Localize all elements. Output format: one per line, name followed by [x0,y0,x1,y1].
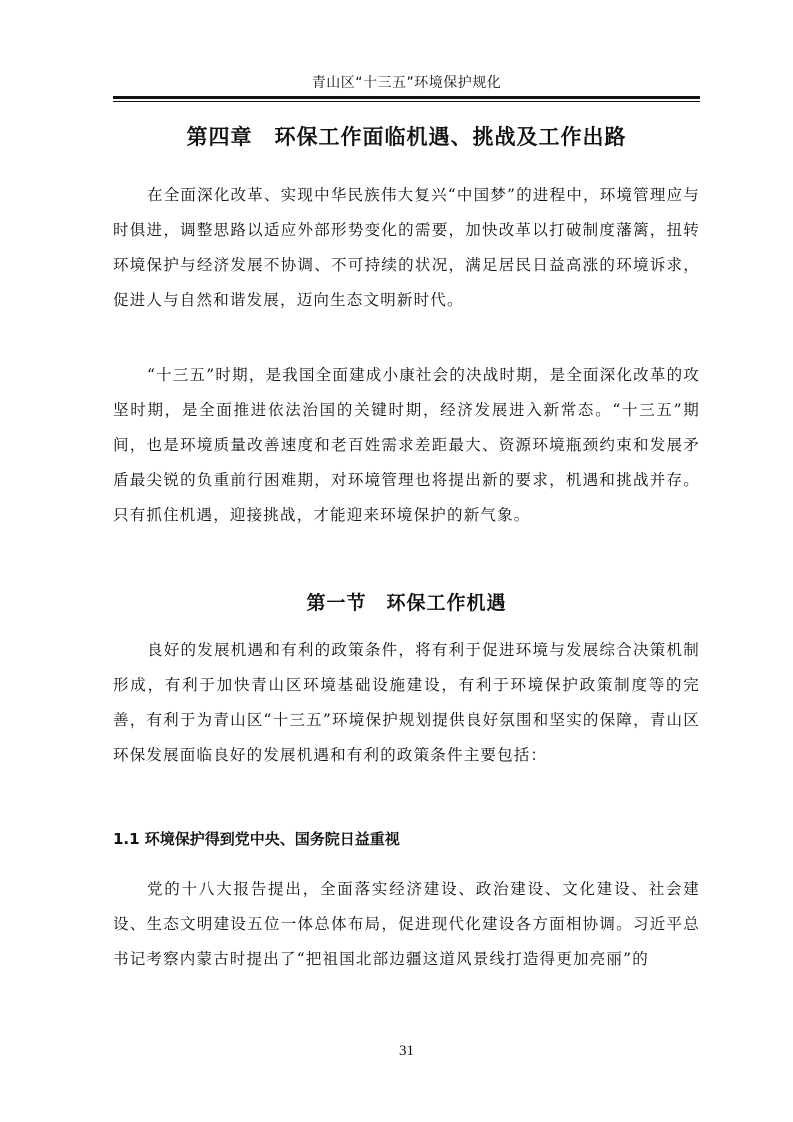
paragraph-intro-1: 在全面深化改革、实现中华民族伟大复兴“中国梦”的进程中，环境管理应与时俱进，调整思路以适应外部形势变化的需要，加快改革以打破制度藩篱，扭转环境保护与经济发展不协调、不可持续的状况，满足居民日益高涨的环境诉求，促进人与自然和谐发展，迈向生态文明新时代。 [113,186,700,309]
section-title: 第一节 环保工作机遇 [306,592,507,614]
paragraph-subsection-1: 党的十八大报告提出，全面落实经济建设、政治建设、文化建设、社会建设、生态文明建设五位一体总体布局，促进现代化建设各方面相协调。习近平总书记考察内蒙古时提出了“把祖国北部边疆这道风景线打造得更加亮丽”的 [113,880,700,968]
chapter-title: 第四章 环保工作面临机遇、挑战及工作出路 [186,125,627,149]
header-rule-thick [113,96,700,99]
paragraph-intro-2: “十三五”时期，是我国全面建成小康社会的决战时期，是全面深化改革的攻坚时期，是全面推进依法治国的关键时期，经济发展进入新常态。“十三五”期间，也是环境质量改善速度和老百姓需求差距最大、资源环境瓶颈约束和发展矛盾最尖锐的负重前行困难期，对环境管理也将提出新的要求，机遇和挑战并存。只有抓住机遇，迎接挑战，才能迎来环境保护的新气象。 [113,366,700,524]
page-number: 31 [399,1043,414,1059]
paragraph-section-1: 良好的发展机遇和有利的政策条件，将有利于促进环境与发展综合决策机制形成，有利于加快青山区环境基础设施建设，有利于环境保护政策制度等的完善，有利于为青山区“十三五”环境保护规划提供良好氛围和坚实的保障，青山区环保发展面临良好的发展机遇和有利的政策条件主要包括： [113,641,700,764]
running-header: 青山区“十三五”环境保护规化 [311,75,502,91]
subsection-title: 1.1 环境保护得到党中央、国务院日益重视 [113,830,400,848]
header-rule-thin [113,101,700,102]
